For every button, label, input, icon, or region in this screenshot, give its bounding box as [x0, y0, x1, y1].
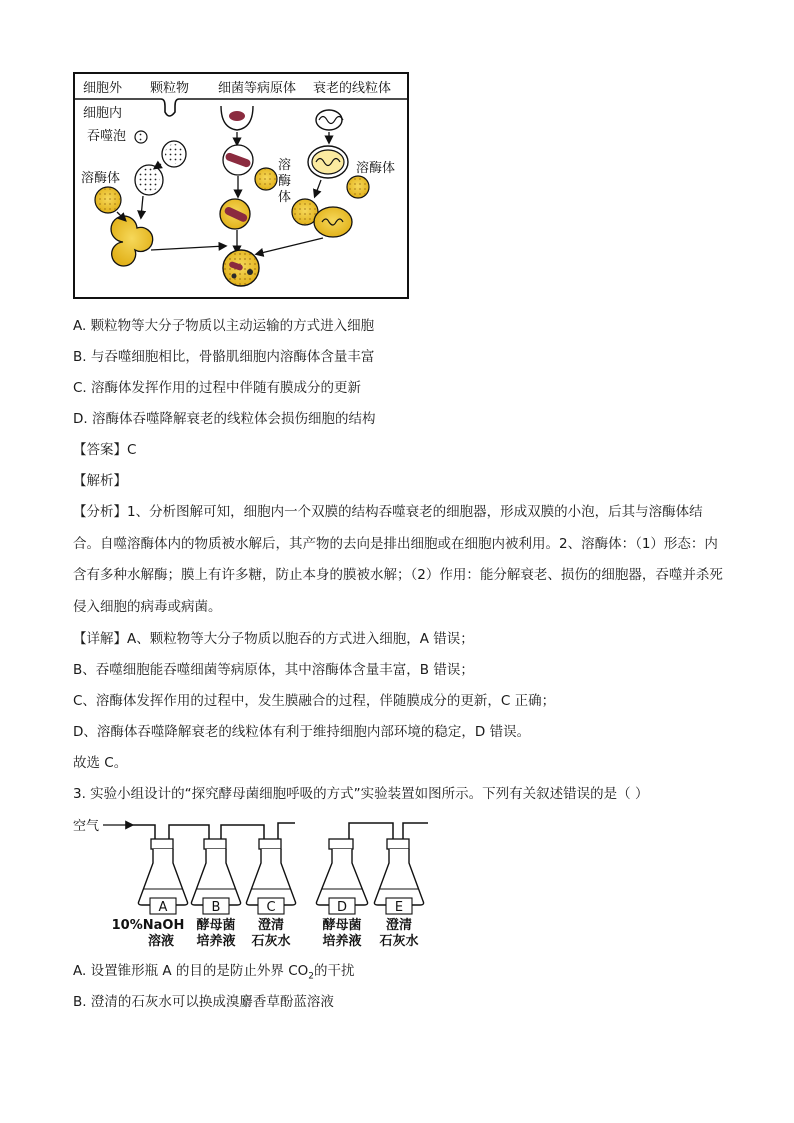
- flask-a: [138, 839, 187, 915]
- detail-line-1: 【详解】A、颗粒物等大分子物质以胞吞的方式进入细胞，A 错误；: [73, 631, 474, 647]
- flask-c-caption-2: 石灰水: [251, 934, 291, 949]
- label-phagosome: 吞噬泡: [87, 129, 127, 144]
- label-lysosome-mid-3: 体: [278, 190, 292, 205]
- air-label: 空气: [73, 819, 100, 834]
- label-lysosome-left: 溶酶体: [81, 171, 121, 186]
- flask-b-caption-1: 酵母菌: [196, 918, 236, 933]
- co2-subscript: 2: [308, 971, 314, 982]
- flask-e-caption-2: 石灰水: [379, 934, 419, 949]
- q2-option-d: D. 溶酶体吞噬降解衰老的线粒体会损伤细胞的结构: [73, 411, 376, 427]
- analysis-fenxi: 【分析】1、分析图解可知，细胞内一个双膜的结构吞噬衰老的细胞器，形成双膜的小泡，后其与溶酶体结合。自噬溶酶体内的物质被水解后，其产物的去向是排出细胞或在细胞内被利用。2、溶酶体：（1）形态：内含有多种水解酶；膜上有许多糖，防止本身的膜被水解；（2）作用：能分解衰老、损伤的细胞器，吞噬并杀死侵入细胞的病毒或病菌。: [73, 504, 723, 615]
- flask-b: [191, 839, 240, 915]
- flask-a-caption-2: 溶液: [147, 934, 175, 949]
- analysis-label: 【解析】: [73, 473, 127, 489]
- old-mitochondrion: [316, 110, 342, 130]
- answer-label: 【答案】: [73, 442, 127, 458]
- flask-a-letter: A: [158, 900, 168, 915]
- flask-e-caption-1: 澄清: [385, 918, 413, 933]
- label-particle: 颗粒物: [150, 81, 190, 96]
- flask-d-caption-1: 酵母菌: [322, 918, 362, 933]
- flask-c-letter: C: [266, 900, 276, 915]
- detail-line-2: B、吞噬细胞能吞噬细菌等病原体，其中溶酶体含量丰富，B 错误；: [73, 662, 474, 678]
- label-lysosome-right: 溶酶体: [356, 161, 396, 176]
- flask-c-caption-1: 澄清: [257, 918, 285, 933]
- flask-d-caption-2: 培养液: [322, 934, 362, 949]
- answer-row: [73, 440, 136, 460]
- detail-line-3: C、溶酶体发挥作用的过程中，发生膜融合的过程，伴随膜成分的更新，C 正确；: [73, 693, 556, 709]
- yeast-apparatus-diagram: [73, 813, 433, 953]
- flask-d-letter: D: [336, 900, 348, 915]
- label-lysosome-mid-2: 酶: [278, 174, 292, 189]
- q3-stem: 3. 实验小组设计的“探究酵母菌细胞呼吸的方式”实验装置如图所示。下列有关叙述错误的是（ ）: [73, 786, 649, 802]
- q3-option-a-tail: 的干扰: [313, 963, 355, 979]
- label-lysosome-mid-1: 溶: [278, 158, 292, 173]
- answer-value: C: [127, 442, 137, 458]
- lysosome-diagram: [73, 72, 409, 300]
- flask-e-letter: E: [394, 900, 404, 915]
- label-old-mito: 衰老的线粒体: [313, 81, 392, 96]
- flask-d: [316, 839, 367, 915]
- q3-option-a-text: A. 设置锥形瓶 A 的目的是防止外界 CO: [73, 963, 309, 979]
- flask-b-letter: B: [211, 900, 221, 915]
- flask-c: [246, 839, 295, 915]
- flask-a-caption-1: 10%NaOH: [111, 918, 185, 933]
- q2-option-b: B. 与吞噬细胞相比，骨骼肌细胞内溶酶体含量丰富: [73, 349, 375, 365]
- label-inside: 细胞内: [83, 106, 123, 121]
- q3-option-a: [73, 961, 354, 987]
- flask-b-caption-2: 培养液: [196, 934, 236, 949]
- label-pathogen: 细菌等病原体: [218, 81, 297, 96]
- flask-e: [374, 839, 423, 915]
- bacterium-1: [229, 111, 245, 121]
- q2-option-c: C. 溶酶体发挥作用的过程中伴随有膜成分的更新: [73, 380, 362, 396]
- detail-line-4: D、溶酶体吞噬降解衰老的线粒体有利于维持细胞内部环境的稳定，D 错误。: [73, 724, 531, 740]
- label-outside: 细胞外: [83, 81, 123, 96]
- q2-option-a: A. 颗粒物等大分子物质以主动运输的方式进入细胞: [73, 318, 375, 334]
- autolysosome-right: [314, 207, 352, 237]
- q3-option-b: B. 澄清的石灰水可以换成溴麝香草酚蓝溶液: [73, 994, 334, 1010]
- detail-line-5: 故选 C。: [73, 755, 128, 771]
